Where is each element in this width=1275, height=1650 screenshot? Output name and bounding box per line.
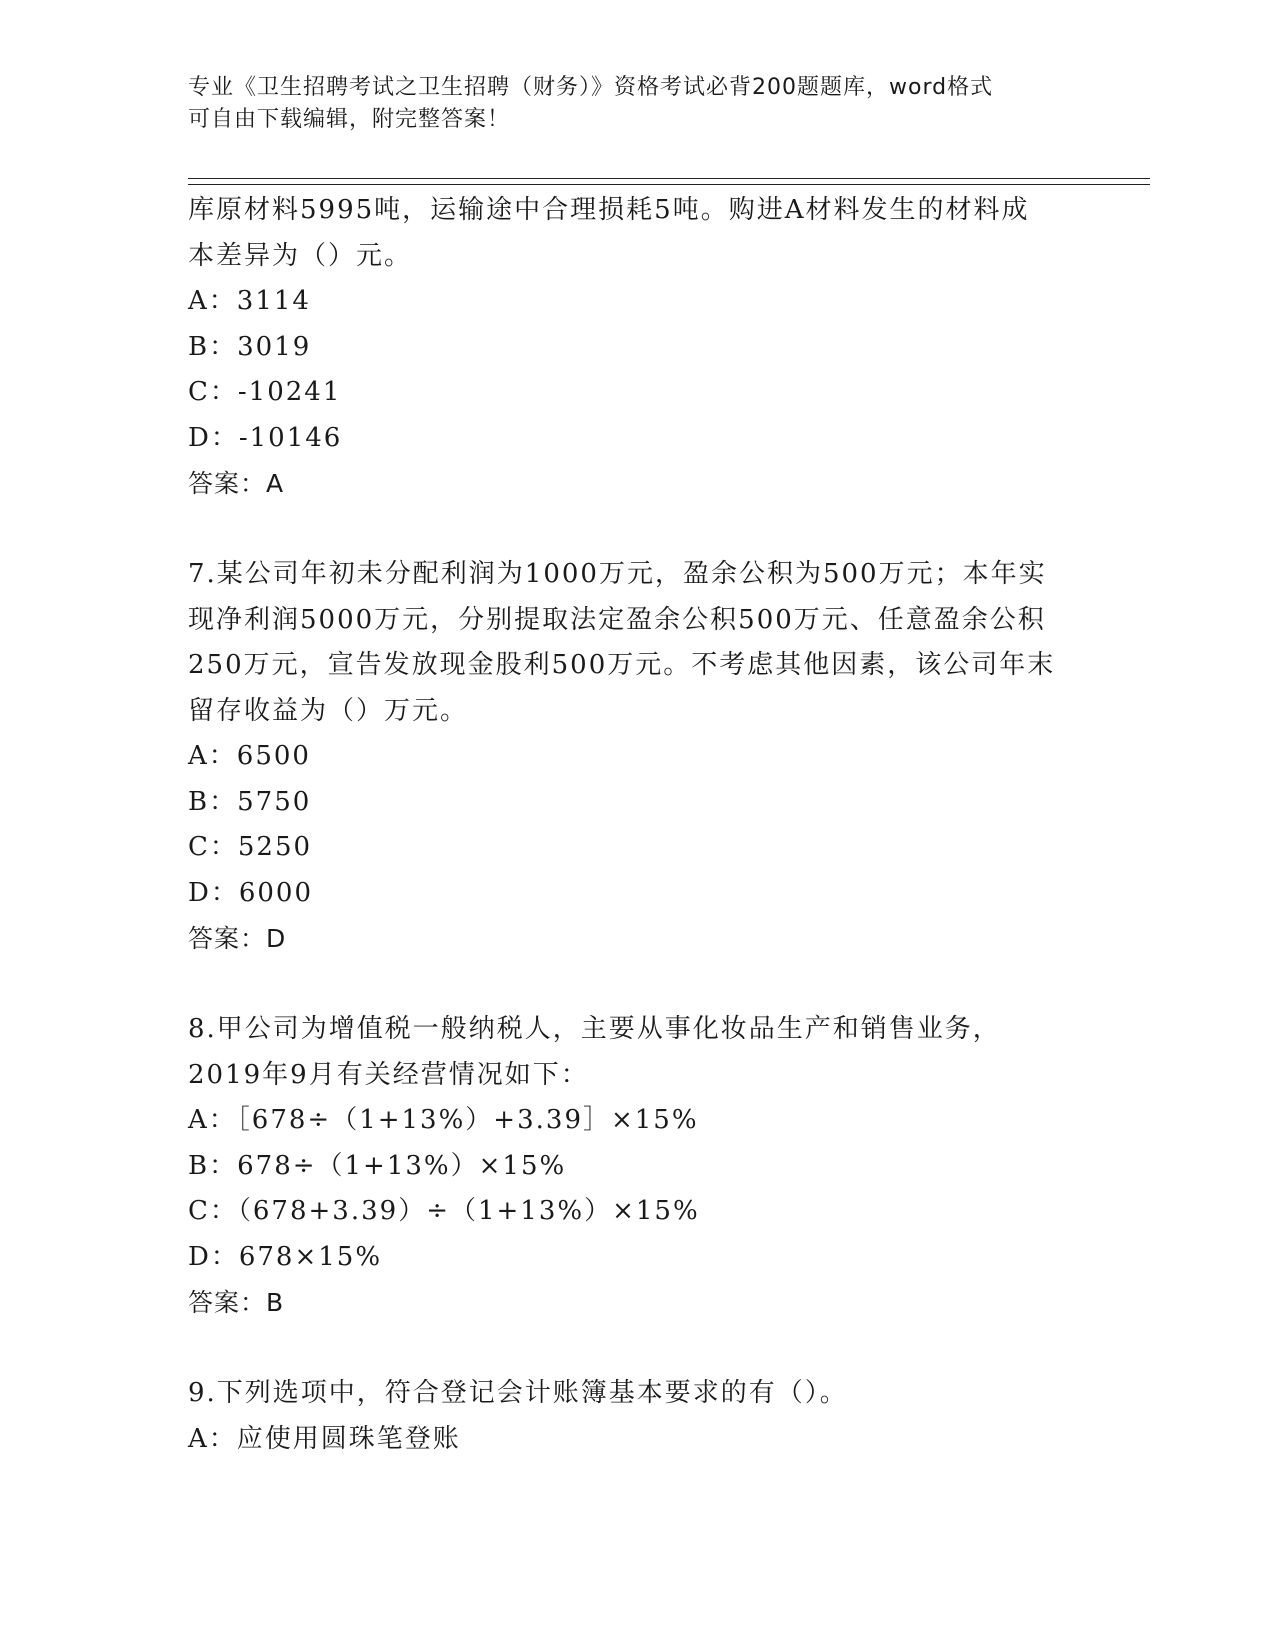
option-c: C：5250 <box>188 832 313 862</box>
option-c: C：（678+3.39）÷（1+13%）×15% <box>188 1196 700 1226</box>
option-a: A：应使用圆珠笔登账 <box>188 1423 461 1454</box>
question-6 <box>188 188 1088 507</box>
option-b: B：5750 <box>188 786 312 817</box>
question-stem-line: 9.下列选项中，符合登记会计账簿基本要求的有（）。 <box>188 1378 848 1408</box>
question-stem-line: 2019年9月有关经营情况如下： <box>188 1059 589 1090</box>
question-stem-line: 7.某公司年初未分配利润为1000万元，盈余公积为500万元；本年实 <box>188 559 1047 589</box>
question-stem-line: 250万元，宣告发放现金股利500万元。不考虑其他因素，该公司年末 <box>188 650 1056 680</box>
option-c: C：-10241 <box>188 377 342 407</box>
spacer <box>188 962 1088 1008</box>
option-d: D：678×15% <box>188 1241 383 1272</box>
header-divider-top <box>188 178 1150 179</box>
question-stem-line: 8.甲公司为增值税一般纳税人，主要从事化妆品生产和销售业务， <box>188 1014 1001 1044</box>
header-divider-bottom <box>188 184 1150 185</box>
question-9 <box>188 1371 1088 1462</box>
answer-line: 答案：B <box>188 1288 285 1317</box>
option-a: A：6500 <box>188 741 311 771</box>
question-stem-line: 现净利润5000万元，分别提取法定盈余公积500万元、任意盈余公积 <box>188 604 1046 635</box>
question-7 <box>188 552 1088 962</box>
question-stem-line: 本差异为（）元。 <box>188 240 413 271</box>
option-a: A：3114 <box>188 286 311 316</box>
spacer <box>188 1326 1088 1372</box>
option-a: A：［678÷（1+13%）+3.39］×15% <box>188 1105 699 1135</box>
question-stem-line: 库原材料5995吨，运输途中合理损耗5吨。购进A材料发生的材料成 <box>188 195 1030 225</box>
header-title-line-1: 专业《卫生招聘考试之卫生招聘（财务）》资格考试必背200题题库，word格式 <box>188 75 994 100</box>
option-d: D：-10146 <box>188 422 343 453</box>
header-title-line-2: 可自由下载编辑，附完整答案！ <box>188 107 511 132</box>
answer-line: 答案：A <box>188 469 285 498</box>
spacer <box>188 507 1088 553</box>
question-stem-line: 留存收益为（）万元。 <box>188 695 469 726</box>
option-d: D：6000 <box>188 877 314 908</box>
question-8 <box>188 1007 1088 1326</box>
document-header <box>188 72 1068 136</box>
option-b: B：3019 <box>188 331 312 362</box>
option-b: B：678÷（1+13%）×15% <box>188 1150 567 1181</box>
question-list <box>188 188 1088 1462</box>
answer-line: 答案：D <box>188 924 287 953</box>
